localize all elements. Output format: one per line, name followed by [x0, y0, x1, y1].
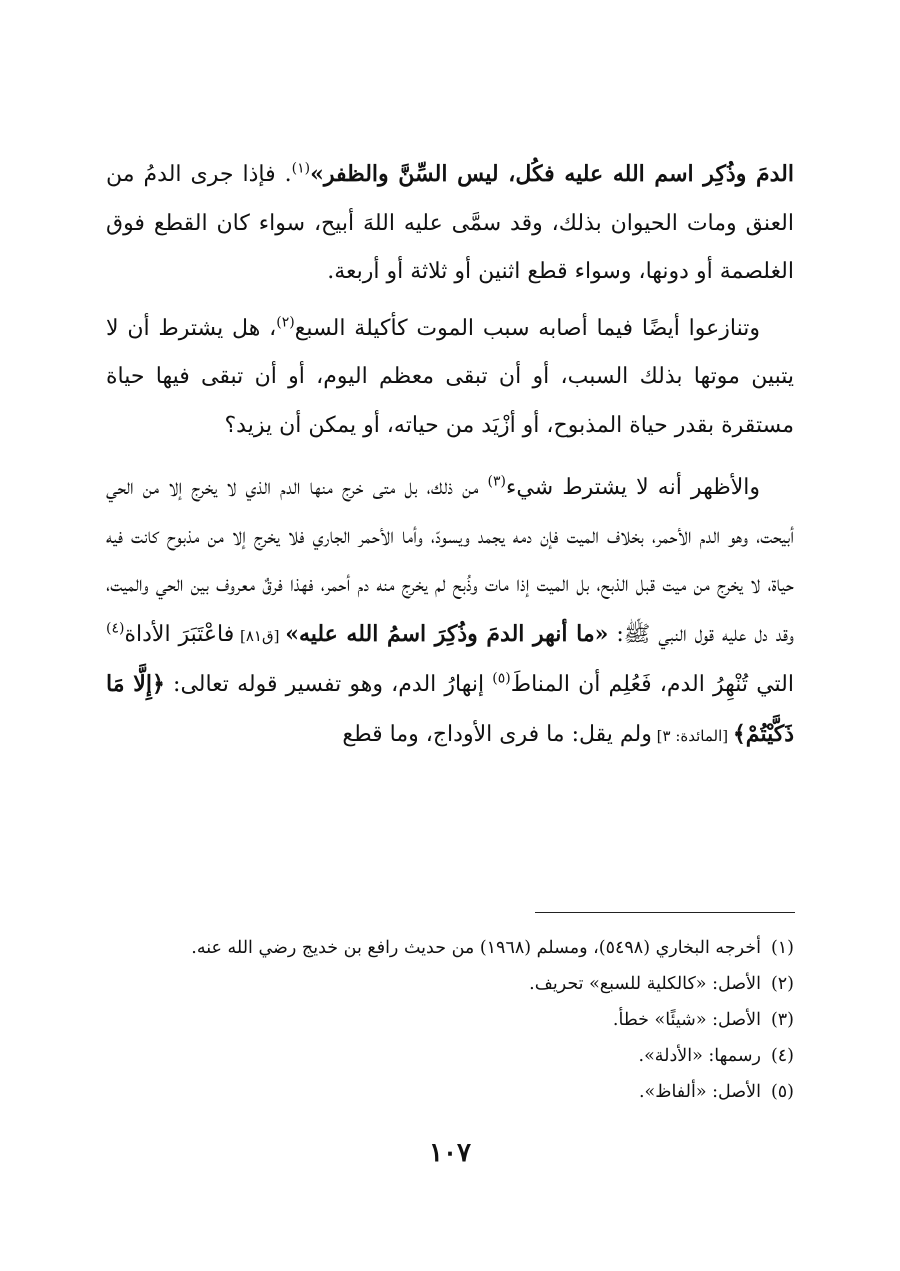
footnote-ref-4[interactable]: (٤): [106, 620, 125, 637]
footnote-number: (٣): [770, 1010, 794, 1030]
page-number: ١٠٧: [429, 1138, 471, 1168]
hadith-quote: «ما أنهر الدمَ وذُكِرَ اسمُ الله عليه»: [285, 620, 609, 647]
footnote-ref-3[interactable]: (٣): [487, 473, 507, 490]
paragraph-2-text-a: وتنازعوا أيضًا فيما أصابه سبب الموت كأكيلة السبع: [294, 315, 760, 341]
footnote-text: رسمها: «الأدلة».: [638, 1046, 761, 1066]
footnote-ref-1[interactable]: (١): [291, 160, 311, 177]
paragraph-3-text-c: فاعْتَبَرَ الأداة: [124, 621, 235, 647]
manuscript-folio-ref: [ق٨١]: [234, 626, 286, 645]
footnote-item: [106, 930, 794, 966]
footnote-number: (٤): [770, 1046, 794, 1066]
paragraph-3-text-d: التي تُنْهِرُ الدم، فَعُلِم أن المناطَ: [510, 672, 794, 697]
footnote-number: (٥): [770, 1082, 794, 1102]
paragraph-1-text: . فإذا جرى الدمُ من العنق ومات الحيوان بذلك، وقد سمَّى عليه اللهَ أبيح، سواء كان القطع فوق الغلصمة أو دونها، وسواء قطع اثنين أو ثلاثة أو أربعة.: [106, 162, 794, 284]
footnote-text: الأصل: «كالكلية للسبع» تحريف.: [529, 974, 761, 994]
footnote-ref-5[interactable]: (٥): [492, 670, 511, 687]
footnote-divider: [535, 912, 795, 913]
footnote-item: [106, 966, 794, 1002]
footnote-item: [106, 1038, 794, 1074]
footnote-text: الأصل: «ألفاظ».: [638, 1082, 761, 1102]
footnote-text: الأصل: «شيئًا» خطأ.: [612, 1010, 761, 1030]
paragraph-3-text-f: ولم يقل: ما فرى الأوداج، وما قطع: [342, 721, 652, 747]
footnote-ref-2[interactable]: (٢): [276, 314, 295, 331]
main-text: [106, 150, 794, 760]
paragraph-2-text-b: ، هل يشترط أن لا يتبين موتها بذلك السبب، أو أن تبقى معظم اليوم، أو أن تبقى فيها حياة مستقرة بقدر حياة المذبوح، أو أزْيَد من حياته، أو يمكن أن يزيد؟: [106, 315, 794, 438]
footnotes: [106, 930, 794, 1110]
paragraph-3-text-b: من ذلك، بل متى خرج منها الدم الذي لا يخرج إلا من الحي أبيحت، وهو الدم الأحمر، بخلاف الميت فإن دمه يجمد ويسودّ، وأما الأحمر الجاري فلا يخرج إلا من مذبوح كانت فيه حياة، لا يخرج من ميت قبل الذبح، بل الميت إذا مات وذُبح لم يخرج منه دم أحمر، فهذا فرقٌ معروف بين الحي والميت، وقد دل عليه قول النبي ﷺ:: [106, 475, 794, 647]
paragraph-1: [106, 150, 794, 297]
paragraph-3-text-a: والأظهر أنه لا يشترط شيء: [506, 475, 760, 500]
hadith-quote-end: الدمَ وذُكِر اسم الله عليه فكُل، ليس السِّنَّ والظفر»: [310, 161, 794, 187]
footnote-item: [106, 1074, 794, 1110]
footnote-number: (١): [770, 938, 794, 958]
quran-citation: [المائدة: ٣]: [651, 726, 733, 745]
paragraph-3: [106, 464, 794, 760]
paragraph-3-text-e: إنهارُ الدم، وهو تفسير قوله تعالى:: [164, 672, 493, 697]
footnote-text: أخرجه البخاري (٥٤٩٨)، ومسلم (١٩٦٨) من حديث رافع بن خديج رضي الله عنه.: [191, 938, 761, 958]
quran-verse: ﴿إِلَّا مَا ذَكَّيْتُمْ﴾: [106, 671, 794, 747]
footnote-number: (٢): [770, 974, 794, 994]
paragraph-2: [106, 305, 794, 451]
footnote-item: [106, 1002, 794, 1038]
